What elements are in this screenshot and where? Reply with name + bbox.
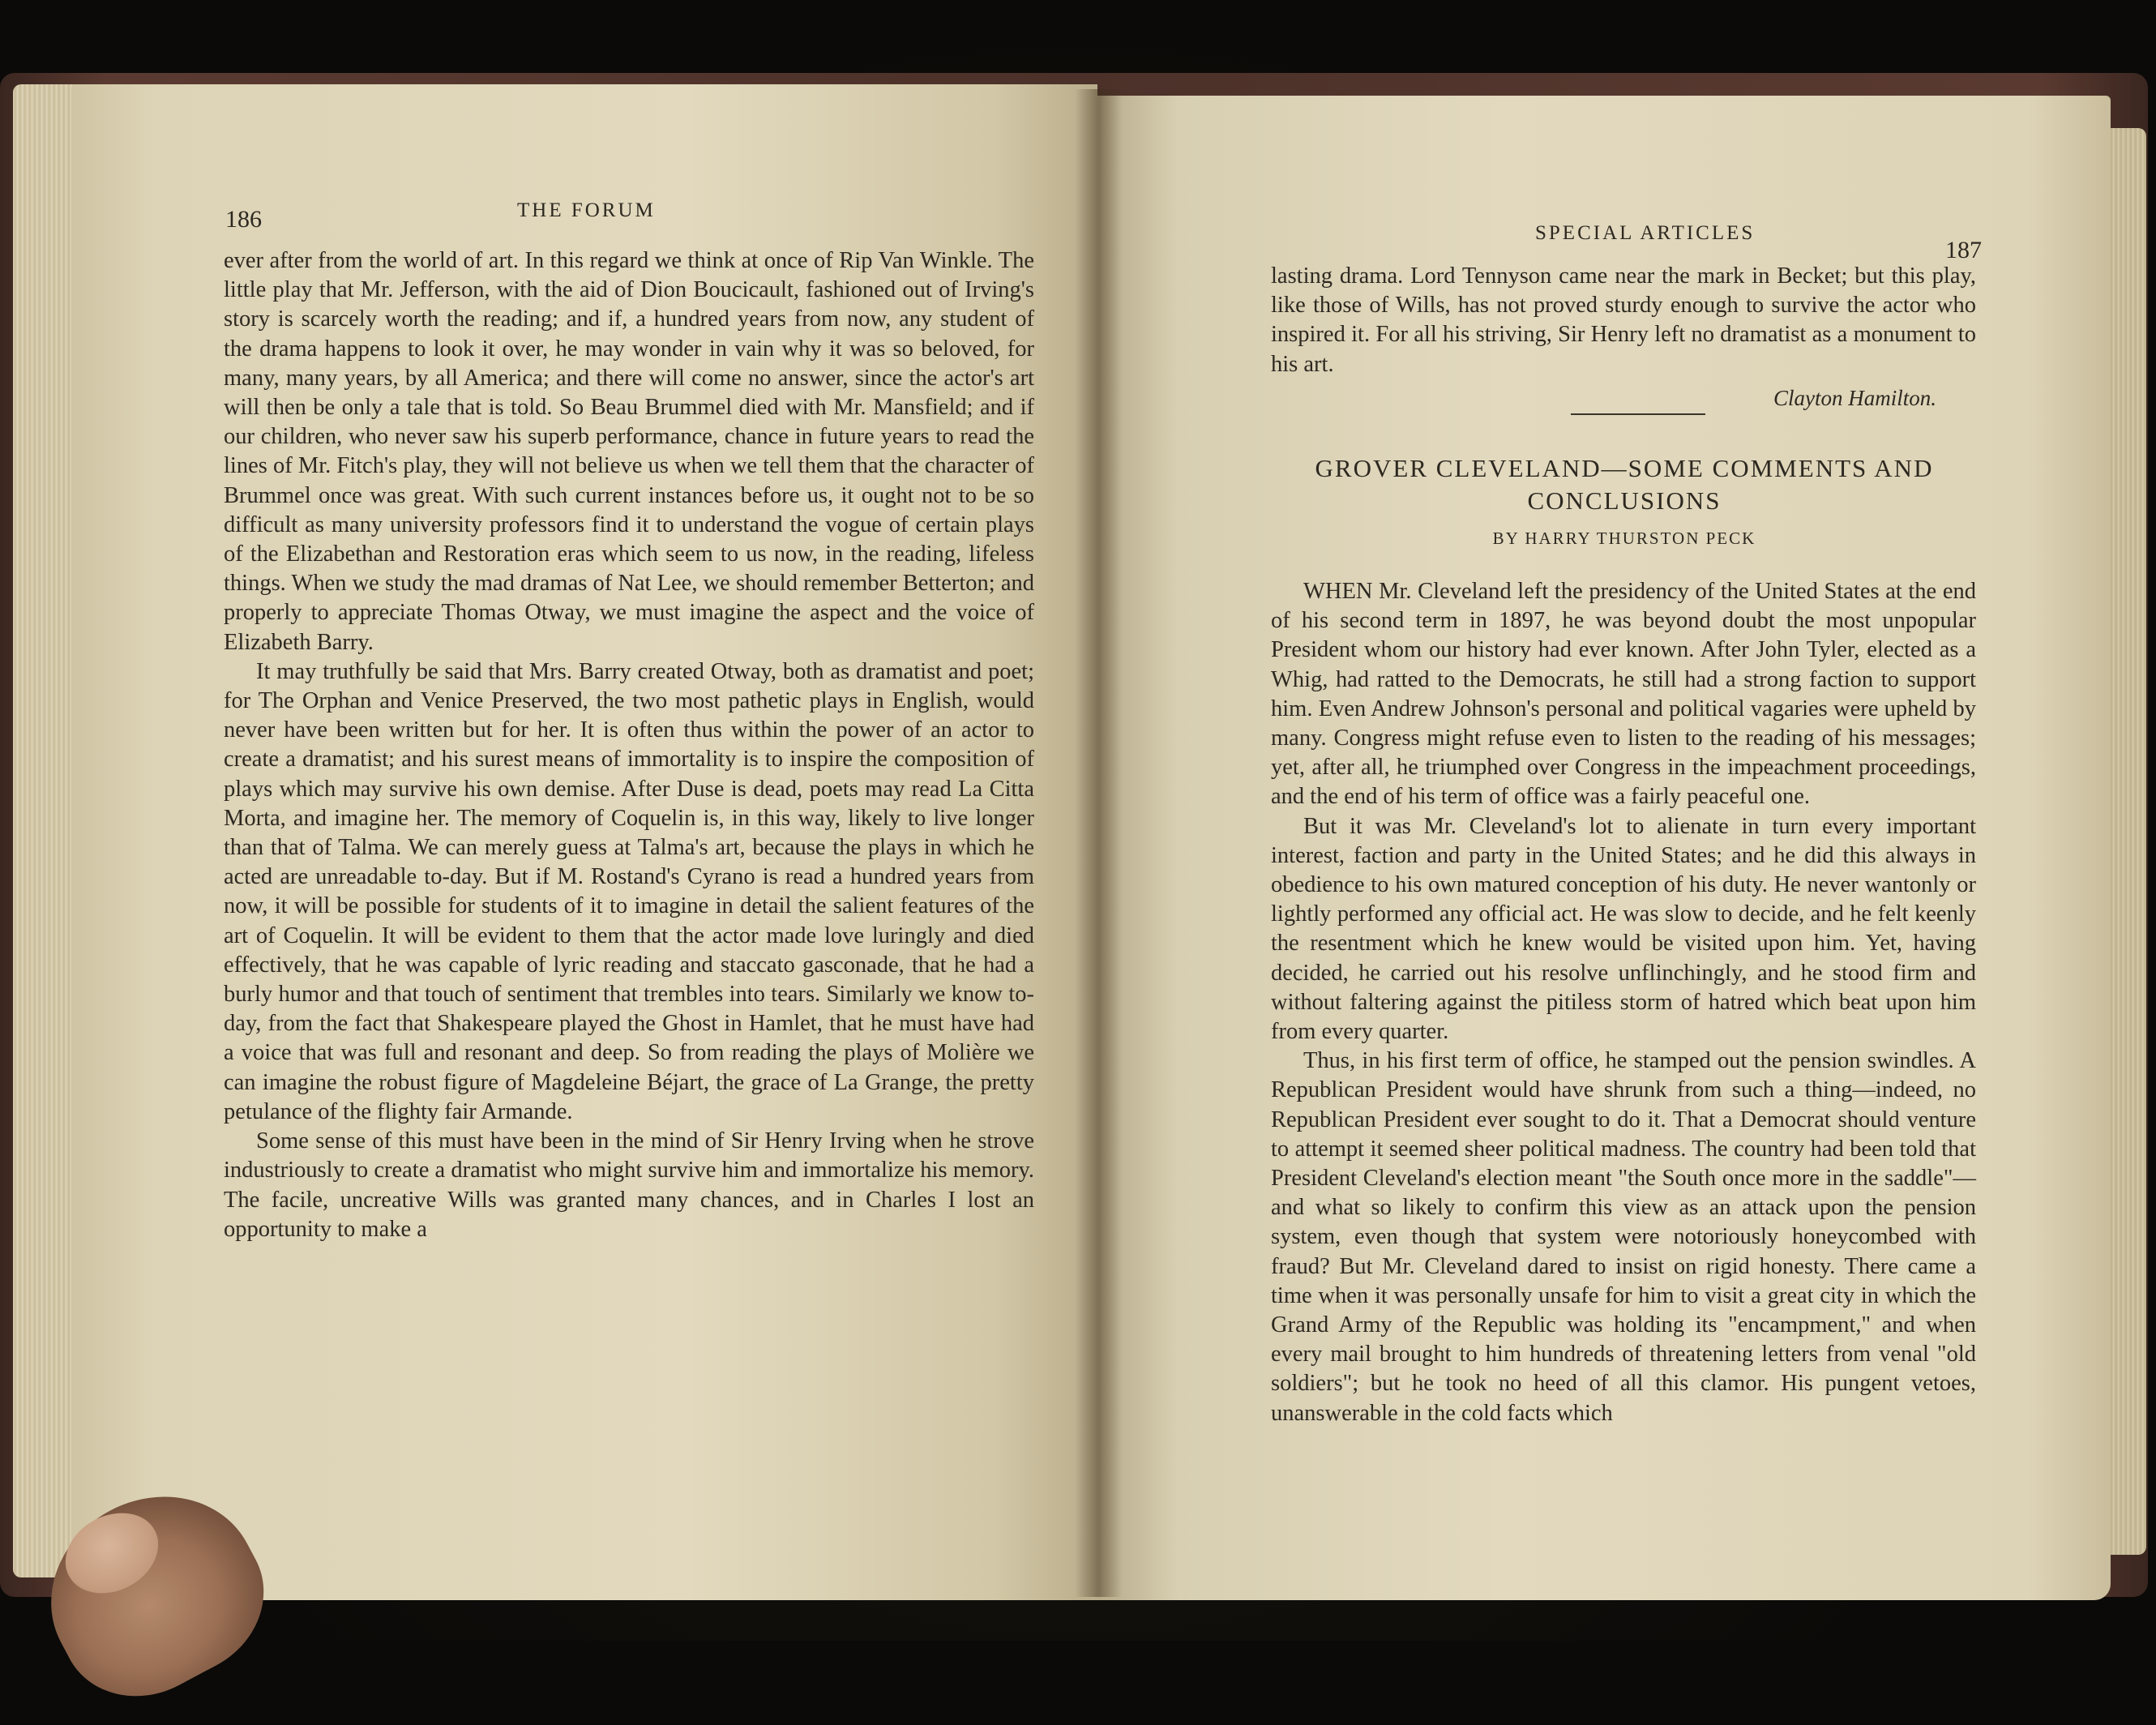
right-body	[1271, 577, 1976, 1428]
left-paragraph-2: It may truthfully be said that Mrs. Barry created Otway, both as dramatist and poet; for The Orphan and Venice Preserved, the two most pathetic plays in English, would never have been written but for her. It is often thus within the power of an actor to create a dramatist; and his surest means of immortality is to inspire the composition of plays which may survive his own demise. After Duse is dead, poets may read La Citta Morta, and imagine her. The memory of Coquelin is, in this way, likely to live longer than that of Talma. We can merely guess at Talma's art, because the plays in which he acted are unreadable to-day. But if M. Rostand's Cyrano is read a hundred years from now, it will be possible for students of it to imagine in detail the salient features of the art of Coquelin. It will be evident to them that the actor made love luringly and died effectively, that he was capable of lyric reading and staccato gasconade, that he had a burly humor and that touch of sentiment that trembles into tears. Similarly we know to-day, from the fact that Shakespeare played the Ghost in Hamlet, that he must have had a voice that was full and resonant and deep. So from reading the plays of Molière we can imagine the robust figure of Magdeleine Béjart, the grace of La Grange, the pretty petulance of the flighty fair Armande.	[224, 658, 1034, 1124]
right-page-number: 187	[1945, 237, 1982, 263]
continuation-text: lasting drama. Lord Tennyson came near the mark in Becket; but this play, like those of Wills, has not proved sturdy enough to survive the actor who inspired it. For all his striving, Sir Henry left no dramatist as a monument to his art.	[1271, 263, 1976, 377]
right-paragraph-1: WHEN Mr. Cleveland left the presidency of the United States at the end of his second term in 1897, he was beyond doubt the most unpopular President whom our history had ever known. After John Tyler, elected as a Whig, had ratted to the Democrats, he still had a strong faction to support him. Even Andrew Johnson's personal and political vagaries were upheld by many. Congress might refuse even to listen to the reading of his messages; yet, after all, he triumphed over Congress in the impeachment proceedings, and the end of his term of office was a fairly peaceful one.	[1271, 579, 1976, 810]
left-page-number: 186	[225, 206, 262, 233]
section-divider	[1571, 413, 1705, 415]
left-page	[71, 84, 1097, 1600]
left-paragraph-1: ever after from the world of art. In this regard we think at once of Rip Van Winkle. The little play that Mr. Jefferson, with the aid of Dion Boucicault, fashioned out of Irving's story is scarcely worth the reading; and if, a hundred years from now, any student of the drama happens to look it over, he may wonder in vain why it was so beloved, for many, many years, by all America; and there will come no answer, since the actor's art will then be only a tale that is told. So Beau Brummel died with Mr. Mansfield; and if our children, who never saw his superb performance, chance in future years to read the lines of Mr. Fitch's play, they will not believe us when we tell them that the character of Brummel once was great. With such current instances before us, it ought not to be so difficult as many university professors find it to understand the vogue of certain plays of the Elizabethan and Restoration eras which seem to us now, in the reading, lifeless things. When we study the mad dramas of Nat Lee, we should remember Betterton; and properly to appreciate Thomas Otway, we must imagine the aspect and the voice of Elizabeth Barry.	[224, 248, 1034, 655]
book-gutter	[1075, 89, 1122, 1597]
right-paragraph-3: Thus, in his first term of office, he stamped out the pension swindles. A Republican President would have shrunk from such a thing—indeed, no Republican President ever sought to do it. That a Democrat should venture to attempt it seemed sheer political madness. The country had been told that President Cleveland's election meant "the South once more in the saddle"—and what so likely to confirm this view as an attack upon the pension system, even though that system were notoriously honeycombed with fraud? But Mr. Cleveland dared to insist on rigid honesty. There came a time when it was personally unsafe for him to visit a great city in which the Grand Army of the Republic was holding its "encampment," and when every mail brought to him hundreds of threatening letters from venal "old soldiers"; but he took no heed of all this clamor. His pungent vetoes, unanswerable in the cold facts which	[1271, 1048, 1976, 1426]
signature: Clayton Hamilton.	[1773, 386, 1936, 410]
article-byline: BY HARRY THURSTON PECK	[1492, 529, 1756, 548]
right-running-head: SPECIAL ARTICLES	[1535, 222, 1756, 244]
article-title: GROVER CLEVELAND—SOME COMMENTS AND CONCLUSIONS	[1315, 454, 1934, 515]
left-paragraph-3: Some sense of this must have been in the mind of Sir Henry Irving when he strove industriously to create a dramatist who might survive him and immortalize his memory. The facile, uncreative Wills was granted many chances, and in Charles I lost an opportunity to make a	[224, 1128, 1034, 1242]
right-page	[1097, 96, 2111, 1600]
left-body	[224, 246, 1034, 1244]
left-page-edges	[13, 84, 78, 1577]
left-running-head: THE FORUM	[517, 199, 656, 221]
right-paragraph-2: But it was Mr. Cleveland's lot to alienate in turn every important interest, faction and party in the United States; and he did this always in obedience to his own matured conception of his duty. He never wantonly or lightly performed any official act. He was slow to decide, and he felt keenly the resentment which he knew would be visited upon him. Yet, having decided, he carried out his resolve unflinchingly, and he stood firm and without faltering against the pitiless storm of hatred which beat upon him from every quarter.	[1271, 813, 1976, 1045]
